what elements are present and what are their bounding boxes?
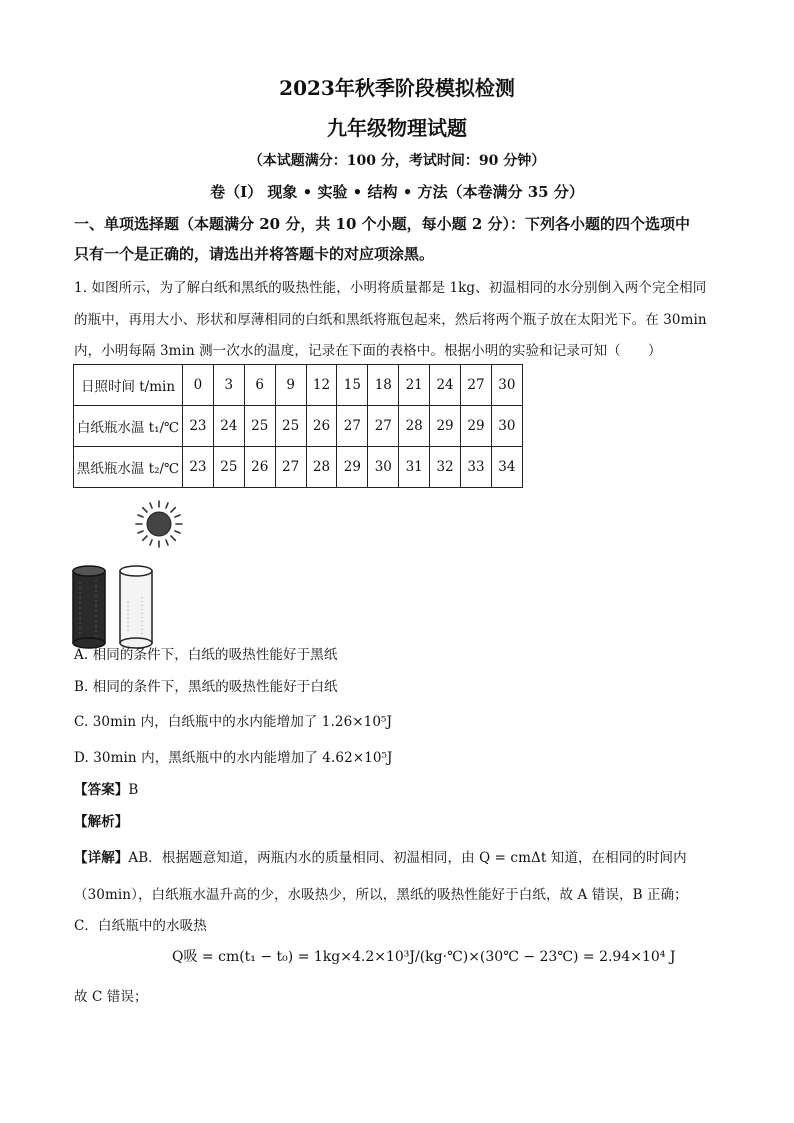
table-cell: 29 <box>337 447 368 488</box>
answer-line <box>74 778 138 798</box>
table-row <box>74 447 523 488</box>
table-cell: 31 <box>399 447 430 488</box>
option-d: D. 30min 内，黑纸瓶中的水内能增加了 4.62×10⁵J <box>74 750 393 766</box>
table-cell: 25 <box>244 406 275 447</box>
table-cell: 27 <box>337 406 368 447</box>
table-cell: 23 <box>183 447 214 488</box>
row-label: 黑纸瓶水温 t₂/℃ <box>74 447 183 488</box>
detail-line3: C．白纸瓶中的水吸热 <box>74 918 207 934</box>
table-row <box>74 406 523 447</box>
row-label: 白纸瓶水温 t₁/℃ <box>74 406 183 447</box>
table-cell: 26 <box>306 406 337 447</box>
table-cell: 30 <box>491 365 522 406</box>
heat-formula: Q吸 = cm(t₁ − t₀) = 1kg×4.2×10³J/(kg·℃)×(30℃ − 23℃) = 2.94×10⁴ J <box>172 949 676 965</box>
detail-line2: （30min），白纸瓶水温升高的少，水吸热少，所以，黑纸的吸热性能好于白纸，故 A 错误，B 正确； <box>74 887 688 903</box>
option-a: A. 相同的条件下，白纸的吸热性能好于黑纸 <box>74 647 338 663</box>
analysis-label: 【解析】 <box>74 814 129 830</box>
table-cell: 29 <box>430 406 461 447</box>
exam-info: （本试题满分：100 分，考试时间：90 分钟） <box>248 153 546 169</box>
table-cell: 0 <box>183 365 214 406</box>
section-heading-line2: 只有一个是正确的，请选出并将答题卡的对应项涂黑。 <box>74 245 435 263</box>
exam-subtitle: 九年级物理试题 <box>327 116 467 140</box>
row-label: 日照时间 t/min <box>74 365 183 406</box>
detail-line4: 故 C 错误； <box>74 989 148 1005</box>
question-1-line3: 内，小明每隔 3min 测一次水的温度，记录在下面的表格中。根据小明的实验和记录可知（ ） <box>74 343 662 359</box>
table-cell: 32 <box>430 447 461 488</box>
section-heading-line1: 一、单项选择题（本题满分 20 分，共 10 个小题，每小题 2 分）：下列各小题的四个选项中 <box>74 215 691 233</box>
answer-label: 【答案】 <box>74 782 129 798</box>
table-cell: 30 <box>491 406 522 447</box>
volume-heading: 卷（I） 现象 • 实验 • 结构 • 方法（本卷满分 35 分） <box>210 183 584 201</box>
option-b: B. 相同的条件下，黑纸的吸热性能好于白纸 <box>74 679 338 695</box>
table-cell: 24 <box>430 365 461 406</box>
black-bottle-icon <box>73 566 105 648</box>
table-cell: 25 <box>213 447 244 488</box>
answer-value: B <box>128 782 139 798</box>
table-cell: 25 <box>275 406 306 447</box>
table-cell: 27 <box>368 406 399 447</box>
exam-title: 2023年秋季阶段模拟检测 <box>279 76 515 100</box>
question-1-line1: 1. 如图所示，为了解白纸和黑纸的吸热性能，小明将质量都是 1kg、初温相同的水分别倒入两个完全相同 <box>74 280 707 296</box>
detail-line1 <box>74 846 687 866</box>
table-cell: 6 <box>244 365 275 406</box>
table-cell: 9 <box>275 365 306 406</box>
table-cell: 3 <box>213 365 244 406</box>
temperature-table <box>73 364 523 488</box>
table-cell: 29 <box>461 406 492 447</box>
table-cell: 28 <box>399 406 430 447</box>
table-cell: 24 <box>213 406 244 447</box>
bottles-illustration <box>70 562 160 652</box>
table-cell: 15 <box>337 365 368 406</box>
table-cell: 28 <box>306 447 337 488</box>
table-cell: 23 <box>183 406 214 447</box>
table-cell: 30 <box>368 447 399 488</box>
white-bottle-icon <box>120 566 152 648</box>
question-1-line2: 的瓶中，再用大小、形状和厚薄相同的白纸和黑纸将瓶包起来，然后将两个瓶子放在太阳光下。在 30min <box>74 312 707 328</box>
detail-label: 【详解】 <box>74 850 129 866</box>
table-cell: 33 <box>461 447 492 488</box>
detail-text: AB．根据题意知道，两瓶内水的质量相同、初温相同，由 Q = cmΔt 知道，在相同的时间内 <box>128 850 687 866</box>
table-cell: 26 <box>244 447 275 488</box>
table-cell: 21 <box>399 365 430 406</box>
table-row <box>74 365 523 406</box>
table-cell: 27 <box>461 365 492 406</box>
table-cell: 18 <box>368 365 399 406</box>
sun-icon <box>134 499 184 549</box>
option-c: C. 30min 内，白纸瓶中的水内能增加了 1.26×10⁵J <box>74 714 393 730</box>
table-cell: 12 <box>306 365 337 406</box>
table-cell: 34 <box>491 447 522 488</box>
table-cell: 27 <box>275 447 306 488</box>
